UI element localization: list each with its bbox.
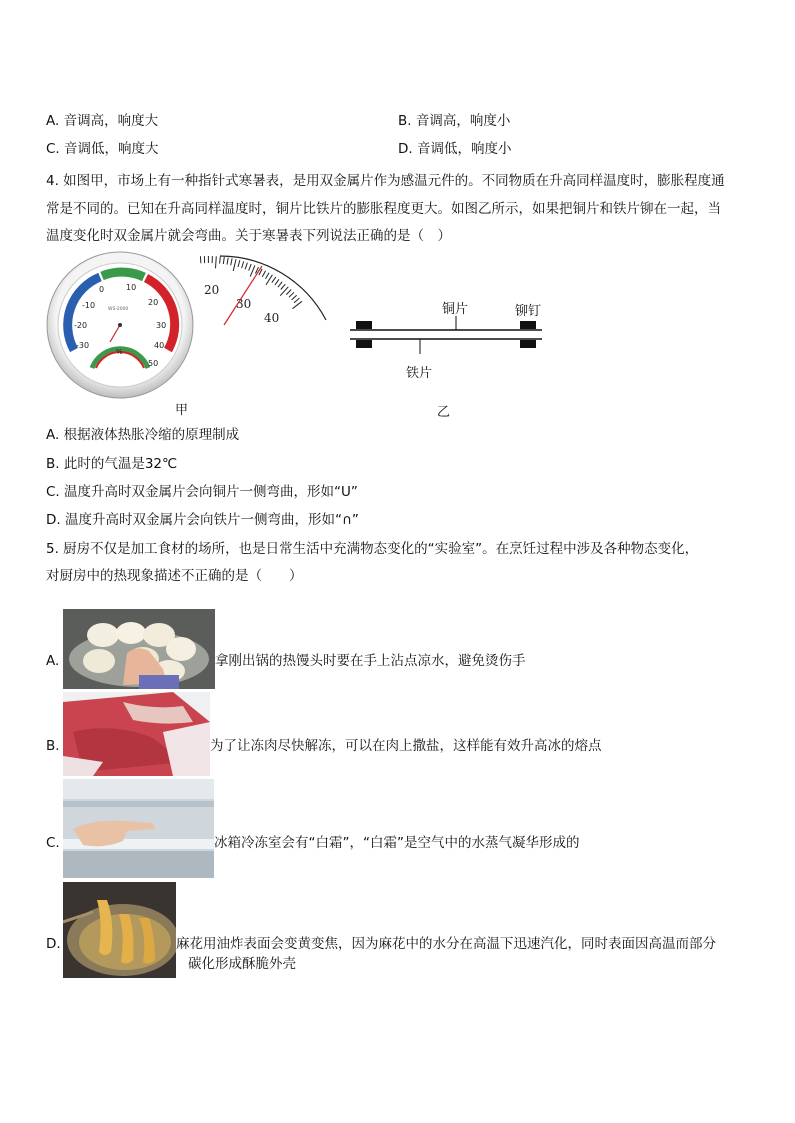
q4-option-d: D. 温度升高时双金属片会向铁片一侧弯曲，形如“∩” xyxy=(46,512,359,528)
scale-tick xyxy=(266,273,270,279)
scale-pointer xyxy=(224,266,262,325)
scale-tick xyxy=(292,295,297,300)
rivet-label: 铆钉 xyxy=(515,304,542,319)
dial-tick-label: 30 xyxy=(156,321,167,330)
q5-option-d-letter: D. xyxy=(46,936,61,952)
q3-option-a: A. 音调高，响度大 xyxy=(46,113,159,129)
rivet-right-bottom xyxy=(520,340,536,348)
dial-tick-label: 20 xyxy=(148,298,159,307)
frozen-meat-photo xyxy=(63,692,210,776)
q4-stem-line3: 温度变化时双金属片就会弯曲。关于寒暑表下列说法正确的是（ ） xyxy=(46,228,451,244)
scale-tick xyxy=(286,290,291,295)
scale-tick xyxy=(249,264,252,271)
rivet-left-top xyxy=(356,321,372,329)
dial-model: WS-2000 xyxy=(108,307,129,312)
freezer-frost-photo xyxy=(63,779,214,878)
scale-tick xyxy=(294,298,299,303)
q5-option-b-letter: B. xyxy=(46,738,60,754)
scale-tick xyxy=(238,260,240,267)
scale-tick xyxy=(281,284,286,289)
dial-tick-label: -30 xyxy=(76,341,90,350)
figure-yi-label: 乙 xyxy=(437,405,451,420)
steamed-buns-photo xyxy=(63,609,215,689)
iron-label: 铁片 xyxy=(406,366,433,381)
scale-tick xyxy=(223,257,224,264)
scale-tick xyxy=(242,261,244,268)
q3-option-d: D. 音调低，响度小 xyxy=(398,141,512,157)
q3-option-b: B. 音调高，响度小 xyxy=(398,113,511,129)
dial-tick-label: -20 xyxy=(74,321,88,330)
scale-tick xyxy=(216,256,217,268)
scale-tick-label: 20 xyxy=(204,283,220,297)
q5-stem-line2: 对厨房中的热现象描述不正确的是（ ） xyxy=(46,568,303,584)
q4-stem-line2: 常是不同的。已知在升高同样温度时，铜片比铁片的膨胀程度更大。如图乙所示，如果把铜片和铁片铆在一起，当 xyxy=(46,201,721,217)
scale-tick xyxy=(289,292,294,297)
q5-option-d-text-line1: 麻花用油炸表面会变黄变焦，因为麻花中的水分在高温下迅速汽化，同时表面因高温而部分 xyxy=(176,936,716,952)
q5-option-c-text: 冰箱冷冻室会有“白霜”，“白霜”是空气中的水蒸气凝华形成的 xyxy=(214,835,580,851)
scale-tick xyxy=(275,279,279,285)
q3-option-c: C. 音调低，响度大 xyxy=(46,141,159,157)
rivet-right-top xyxy=(520,321,536,329)
scale-tick xyxy=(227,258,228,265)
q4-option-b: B. 此时的气温是32℃ xyxy=(46,456,178,472)
q5-option-b-text: 为了让冻肉尽快解冻，可以在肉上撒盐，这样能有效升高冰的熔点 xyxy=(210,738,602,754)
scale-tick-label: 30 xyxy=(236,297,252,311)
scale-tick xyxy=(278,282,282,288)
figure-jia-label: 甲 xyxy=(175,403,189,418)
copper-label: 铜片 xyxy=(442,302,469,317)
q4-option-a: A. 根据液体热胀冷缩的原理制成 xyxy=(46,427,240,443)
scale-tick-label: 40 xyxy=(264,311,280,325)
scale-tick xyxy=(262,271,265,277)
scale-tick xyxy=(245,263,247,270)
fried-twist-photo xyxy=(63,882,176,978)
zoomed-scale-figure xyxy=(198,250,332,330)
dial-tick-label: 40 xyxy=(154,341,165,350)
dial-tick-label: -10 xyxy=(82,301,96,310)
scale-tick xyxy=(250,266,255,277)
rivet-left-bottom xyxy=(356,340,372,348)
q4-option-c: C. 温度升高时双金属片会向铜片一侧弯曲，形如“U” xyxy=(46,484,358,500)
dial-tick-label: 10 xyxy=(126,283,137,292)
scale-tick xyxy=(200,256,201,263)
scale-tick xyxy=(231,258,232,265)
q5-option-d-text-line2: 碳化形成酥脆外壳 xyxy=(188,956,296,972)
q5-stem-line1: 5. 厨房不仅是加工食材的场所，也是日常生活中充满物态变化的“实验室”。在烹饪过程中涉及各种物态变化， xyxy=(46,541,699,557)
scale-tick xyxy=(220,257,221,264)
q5-option-c-letter: C. xyxy=(46,835,60,851)
dial-tick-label: 0 xyxy=(99,285,105,294)
dial-tick-label: 50 xyxy=(148,359,159,368)
q4-stem-line1: 4. 如图甲，市场上有一种指针式寒暑表，是用双金属片作为感温元件的。不同物质在升高同样温度时，膨胀程度通 xyxy=(46,173,725,189)
scale-tick xyxy=(272,277,276,283)
dial-inner-percent: % xyxy=(116,348,123,356)
q5-option-a-letter: A. xyxy=(46,653,60,669)
thermometer-dial-figure xyxy=(44,250,196,400)
scale-tick xyxy=(233,259,236,271)
q5-option-a-text: 拿刚出锅的热馒头时要在手上沾点凉水，避免烫伤手 xyxy=(215,653,526,669)
